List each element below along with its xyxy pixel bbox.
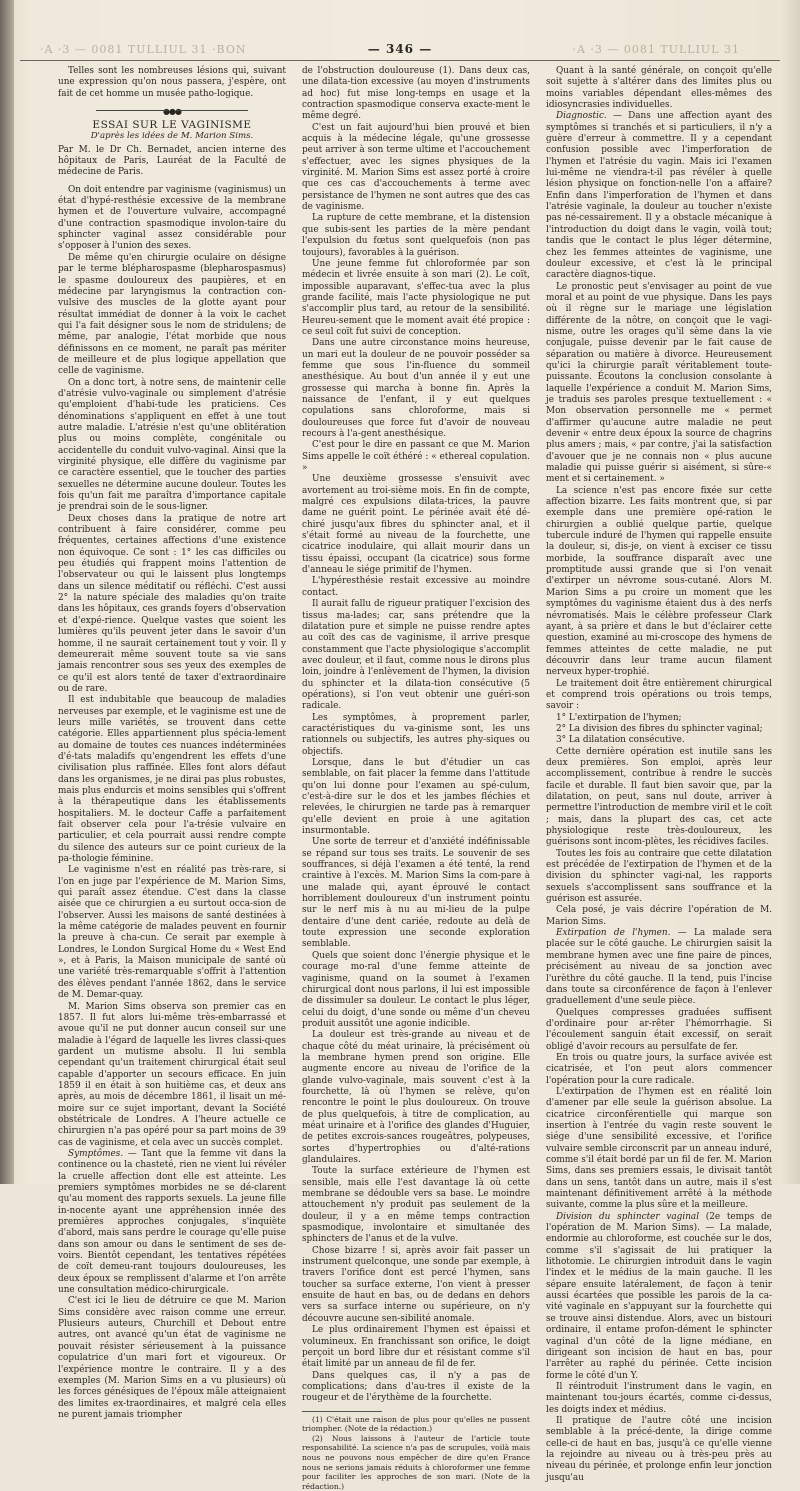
- paragraph: De même qu'en chirurgie oculaire on désigne par le terme blépharospasme (blepharospasmus) le spasme douloureux des paupières, et en médecine par laryngismus la contraction con-vulsive des muscles de la glotte ayant pour résultat immédiat de donner à la voix le cachet qui l'a fait désigner sous le nom de stridulens; de même, par analogie, l'état morbide que nous définissons en ce moment, ne paraît pas mériter de meilleure et de plus logique appellation que celle de vaginisme.: [58, 252, 286, 377]
- paragraph: Dans quelques cas, il n'y a pas de complications; dans d'au-tres il existe de la rougeur et de l'érythème de la fourchette.: [302, 1370, 530, 1404]
- symptomes-text: — Tant que la femme vit dans la continence ou la chasteté, rien ne vient lui révéler la cruelle affection dont elle est atteinte. Les premiers symptômes morbides ne se dé-clarent qu'au moment des rapports sexuels. La jeune fille in-nocente ayant une appréhension innée des premières approches conjugales, s'inquiète d'abord, mais sans perdre le courage qu'elle puise dans son amour ou dans le sentiment de ses de-voirs. Bientôt cependant, les tentatives répétées de coït demeu-rant toujours douloureuses, les deux époux se remplissent d'alarme et l'on arrête une consultation médico-chirurgicale.: [58, 1148, 286, 1296]
- division-label: Division du sphincter vaginal: [556, 1211, 700, 1222]
- column-2: [302, 66, 530, 1491]
- list-item: 1° L'extirpation de l'hymen;: [556, 712, 682, 723]
- article-title: ESSAI SUR LE VAGINISME: [92, 119, 252, 132]
- footnote-2: (2) Nous laissons à l'auteur de l'article toute responsabilité. La science n'a pas de scrupules, voilà mais nous ne pouvons nous empêcher de dire qu'en France nous ne serions jamais réduits à chloroformer une femme pour faciliter les approches de son mari. (Note de la rédaction.): [302, 1433, 530, 1491]
- paragraph: C'est un fait aujourd'hui bien prouvé et bien acquis à la médecine légale, qu'une grossesse peut arriver à son terme ultime et l'accouchement s'effectuer, avec les signes physiques de la virginité. M. Marion Sims est assez porté à croire que ces cas d'accouchements à terme avec persistance de l'hymen ne sont autres que des cas de vaginisme.: [302, 122, 530, 213]
- division-text: (2e temps de l'opération de M. Marion Sims). — La malade, endormie au chloroforme, est couchée sur le dos, comme s'il s'agissait de lui pratiquer la lithotomie. Le chirurgien introduit dans le vagin l'index et le médius de la main gauche. Il les sépare ensuite latéralement, de façon à tenir aussi écartées que possible les parois de la ca-vité vaginale en s'appuyant sur la fourchette qui se trouve ainsi distendue. Alors, avec un bistouri ordinaire, il entame profon-dément le sphincter vaginal d'un côté de la ligne médiane, en dirigeant son incision de haut en bas, pour l'arrêter au raphé du périnée. Cette incision forme le côté d'un Y.: [546, 1211, 772, 1381]
- extirpation-paragraph: [546, 928, 772, 1007]
- paragraph: Une deuxième grossesse s'ensuivit avec avortement au troi-sième mois. En fin de compte, malgré ces expulsions dilata-trices, la pauvre dame ne guérit point. Le périnée avait été dé-chiré jusqu'aux fibres du sphincter anal, et il s'était formé au niveau de la fourchette, une cicatrice inodulaire, qui allait mourir dans un tissu épaissi, occupant (la cicatrice) sous forme d'anneau le siége primitif de l'hymen.: [302, 474, 530, 576]
- symptomes-label: Symptômes.: [68, 1148, 124, 1159]
- paragraph: Il est indubitable que beaucoup de maladies nerveuses par exemple, et le vaginisme est une de leurs mille variétés, se trouvent dans cette catégorie. Elles appartiennent plus spécia-lement au domaine de toutes ces nuances indéterminées d'é-tats maladifs qu'engendrent les effets d'une civilisation plus raffinée. Elles font alors défaut dans les organismes, je ne dirai pas plus robustes, mais plus endurcis et moins sensibles qui s'offrent à la thérapeutique dans les établissements hospitaliers. M. le docteur Caffe a parfaitement fait observer cela pour l'a-trésie vulvaire en particulier, et cela pourrait aussi rendre compte du silence des auteurs sur ce point curieux de la pa-thologie féminine.: [58, 695, 286, 865]
- paragraph: Une sorte de terreur et d'anxiété indéfinissable se répand sur tous ses traits. Le souvenir de ses souffrances, si déjà l'examen a été tenté, la rend craintive à l'excès. M. Marion Sims la com-pare à une malade qui, ayant éprouvé le contact horriblement douloureux d'un instrument pointu sur le nerf mis à nu au mi-lieu de la pulpe dentaire d'une dent cariée, redoute au delà de toute expression une seconde exploration semblable.: [302, 837, 530, 950]
- paragraph: Quelques compresses graduées suffisent d'ordinaire pour ar-rêter l'hémorrhagie. Si l'écoulement sanguin était excessif, on serait obligé d'avoir recours au persulfate de fer.: [546, 1007, 772, 1052]
- paragraph: Lorsque, dans le but d'étudier un cas semblable, on fait placer la femme dans l'attitude qu'on lui donne pour l'examen au spé-culum, c'est-à-dire sur le dos et les jambes fléchies et relevées, le chirurgien ne tarde pas à remarquer qu'elle devient en proie à une agitation insurmontable.: [302, 757, 530, 837]
- paragraph: Toute la surface extérieure de l'hymen est sensible, mais elle l'est davantage là où cette membrane se dédouble vers sa base. Le moindre attouchement n'y produit pas seulement de la douleur, il y a en même temps contraction spasmodique, involontaire et simultanée des sphincters de l'anus et de la vulve.: [302, 1166, 530, 1245]
- bleed-through-text-left: ·A ·3 — 0081 TULLIUL 31 ·BON: [40, 43, 247, 56]
- paragraph: M. Marion Sims observa son premier cas en 1857. Il fut alors lui-même très-embarrassé et avoue qu'il ne put donner aucun conseil sur une maladie à l'égard de laquelle les livres classi-ques gardent un mutisme absolu. Il lui sembla cependant qu'un traitement chirurgical était seul capable d'apporter un secours efficace. En juin 1859 il en était à son huitième cas, et deux ans après, au mois de décembre 1861, il lisait un mé-moire sur ce sujet important, devant la Société obstétricale de Londres. A l'heure actuelle ce chirurgien n'a pas opéré pour sa part moins de 39 cas de vaginisme, et cela avec un succès complet.: [58, 1001, 286, 1148]
- paragraph: Quels que soient donc l'énergie physique et le courage mo-ral d'une femme atteinte de vaginisme, quand on la soumet à l'examen chirurgical dont nous parlons, il lui est impossible de dissimuler sa douleur. Le contact le plus léger, celui du doigt, d'une sonde ou même d'un cheveu produit aussitôt une agonie indicible.: [302, 950, 530, 1029]
- list-item: 2° La division des fibres du sphincter vaginal;: [556, 723, 763, 734]
- paragraph: Deux choses dans la pratique de notre art contribuent à faire considérer, comme peu fréquentes, certaines affections d'une existence non équivoque. Ce sont : 1° les cas difficiles ou peu étudiés qui frappent moins l'attention de l'observateur ou qui le laissent plus longtemps dans un silence méditatif ou réfléchi. C'est aussi 2° la nature spéciale des maladies qu'on traite dans les hôpitaux, ces grands foyers d'observation et d'expé-rience. Quelque vastes que soient les lumières qu'ils peuvent jeter dans le savoir d'un homme, il ne saurait certainement tout y voir. Il y demeurerait même souvent toute sa vie sans jamais rencontrer sous ses yeux des exemples de ce qu'il est alors tenté de taxer d'extraordinaire ou de rare.: [58, 513, 286, 694]
- footnote-1: (1) C'était une raison de plus pour qu'elles ne pussent triompher. (Note de la rédaction.): [302, 1414, 530, 1434]
- extirpation-text: — La malade sera placée sur le côté gauche. Le chirurgien saisit la membrane hymen avec une fine paire de pinces, précisément au niveau de sa jonction avec l'urèthre du côté gauche. Il la tend, puis l'incise dans toute sa circonférence de façon à l'enlever graduellement d'une seule pièce.: [546, 928, 772, 1007]
- paragraph: Il aurait fallu de rigueur pratiquer l'excision des tissus ma-lades; car, sans prétendre que la dilatation pure et simple ne puisse rendre aptes au coït des cas de vaginisme, il arrive presque constamment que l'acte physiologique s'accomplit avec douleur, et il faut, comme nous le dirons plus loin, joindre à l'enlèvement de l'hymen, la division du sphincter et la dilata-tion consécutive (5 opérations), si l'on veut obtenir une guéri-son radicale.: [302, 599, 530, 712]
- list-item: 3° La dilatation consécutive.: [556, 735, 685, 746]
- page-number: — 346 —: [367, 42, 433, 56]
- paragraph: Cela posé, je vais décrire l'opération de M. Marion Sims.: [546, 905, 772, 927]
- paragraph: On a donc tort, à notre sens, de maintenir celle d'atrésie vulvo-vaginale ou simplement d'atrésie qu'emploient d'habi-tude les praticiens. Ces dénominations s'appliquent en effet à une tout autre maladie. L'atrésie n'est qu'une oblitération plus ou moins complète, congénitale ou accidentelle du conduit vulvo-vaginal. Ainsi que la virginité physique, elle diffère du vaginisme par ce caractère essentiel, que le toucher des parties sexuelles ne détermine aucune douleur. Toutes les fois qu'un fait me paraîtra d'importance capitale je prendrai soin de le sous-ligner.: [58, 377, 286, 513]
- symptomes-paragraph: [58, 1149, 286, 1296]
- page-header: [20, 40, 780, 61]
- diagnostic-label: Diagnostic.: [556, 111, 607, 122]
- footnote-rule: [302, 1411, 382, 1412]
- paragraph: La douleur est très-grande au niveau et de chaque côté du méat urinaire, là précisément où la membrane hymen prend son origine. Elle augmente encore au niveau de l'orifice de la glande vulvo-vaginale, mais souvent c'est à la fourchette, là où l'hymen se relève, qu'on rencontre le point le plus douloureux. On trouve de plus quelquefois, à titre de complication, au méat urinaire et à l'orifice des glandes d'Huguier, de petites excrois-sances rougeâtres, polypeuses, sortes d'hypertrophies ou d'alté-rations glandulaires.: [302, 1030, 530, 1165]
- paragraph: Il réintroduit l'instrument dans le vagin, en maintenant tou-jours écartés, comme ci-dessus, les doigts index et médius.: [546, 1381, 772, 1415]
- article-author: Par M. le Dr Ch. Bernadet, ancien interne des hôpitaux de Paris, Lauréat de la Faculté de médecine de Paris.: [58, 144, 286, 178]
- paragraph: La science n'est pas encore fixée sur cette affection bizarre. Les faits montrent que, si par exemple dans une première opé-ration le chirurgien a oublié quelque partie, quelque tubercule induré de l'hymen qui rappelle ensuite la douleur, si, dis-je, on vient à exciser ce tissu morbide, la souffrance disparaît avec une promptitude aussi grande que si l'on venait d'extirper un névrome sous-cutané. Alors M. Marion Sims a pu croire un moment que les symptômes du vaginisme étaient dus à des nerfs névromatisés. Mais le célèbre professeur Clark ayant, à sa prière et dans le but d'éclairer cette question, examiné au mi-croscope des hymens de femmes atteintes de cette maladie, ne put découvrir dans leur trame aucun filament nerveux hyper-trophié.: [546, 485, 772, 678]
- paragraph: Une jeune femme fut chloroformée par son médecin et livrée ensuite à son mari (2). Le coït, impossible auparavant, s'effec-tua avec la plus grande facilité, mais l'acte physiologique ne put s'accomplir plus tard, au retour de la sensibilité. Heureu-sement que le moment avait été propice : ce seul coït fut suivi de conception.: [302, 258, 530, 337]
- diagnostic-text: — Dans une affection ayant des symptômes si tranchés et si particuliers, il n'y a guère d'erreur à commettre. Il y a cependant confusion possible avec l'imperforation de l'hymen et l'atrésie du vagin. Mais ici l'examen lui-même ne viendra-t-il pas révéler à quelle lésion physique on fonction-nelle l'on a affaire? Enfin dans l'imperforation de l'hymen et dans l'atrésie vaginale, la douleur au toucher n'existe pas né-cessairement. Il y a obstacle mécanique à l'introduction du doigt dans le vagin, voilà tout; tandis que le contact le plus léger détermine, chez les femmes atteintes de vaginisme, une douleur excessive, et c'est là le principal caractère diagnos-tique.: [546, 111, 772, 281]
- paragraph: Quant à la santé générale, on conçoit qu'elle soit sujette à s'altérer dans des limites plus ou moins variables dépendant elles-mêmes des idiosyncrasies individuelles.: [546, 66, 772, 111]
- division-paragraph: [546, 1212, 772, 1382]
- paragraph: L'hypéresthésie restait excessive au moindre contact.: [302, 576, 530, 598]
- paragraph: La rupture de cette membrane, et la distension que subis-sent les parties de la mère pendant l'expulsion du fœtus sont quelquefois (non pas toujours), favorables à la guérison.: [302, 213, 530, 258]
- paragraph: Les symptômes, à proprement parler, caractéristiques du va-ginisme sont, les uns rationnels ou subjectifs, les autres phy-siques ou objectifs.: [302, 712, 530, 757]
- section-ornament: ●●●: [58, 106, 286, 114]
- article-subtitle: D'après les idées de M. Marion Sims.: [90, 131, 254, 142]
- paragraph: On doit entendre par vaginisme (vaginismus) un état d'hypé-resthésie excessive de la membrane hymen et de l'ouverture vulvaire, accompagné d'une contraction spasmodique involon-taire du sphincter vaginal assez considérable pour s'opposer à l'union des sexes.: [58, 184, 286, 252]
- paragraph: Le plus ordinairement l'hymen est épaissi et volumineux. En franchissant son orifice, le doigt perçoit un bord libre dur et résistant comme s'il était limité par un anneau de fil de fer.: [302, 1325, 530, 1370]
- bleed-through-text-right: ·A ·3 — 0081 TULLIUL 31: [572, 43, 740, 56]
- paragraph: Il pratique de l'autre côté une incision semblable à la précé-dente, la dirige comme celle-ci de haut en bas, jusqu'à ce qu'elle vienne la rejoindre au niveau ou à très-peu près au niveau du périnée, et prolonge enfin leur jonction jusqu'au: [546, 1415, 772, 1483]
- paragraph: Dans une autre circonstance moins heureuse, un mari eut la douleur de ne pouvoir posséder sa femme que sous l'in-fluence du sommeil anesthésique. Au bout d'un année il y eut une grossesse qui marcha à bonne fin. Après la naissance de l'enfant, il y eut quelques copulations sans chloroforme, mais si douloureuses que force fut d'avoir de nouveau recours à l'a-gent anesthésique.: [302, 338, 530, 439]
- column-1: [58, 66, 286, 1420]
- paragraph: C'est ici le lieu de détruire ce que M. Marion Sims considère avec raison comme une erreur. Plusieurs auteurs, Churchill et Debout entre autres, ont avancé qu'un état de vaginisme ne pouvait résister sérieusement à la puissance copulatrice d'un mari fort et vigoureux. Or l'expérience montre le contraire. Il y a des exemples (M. Marion Sims en a vu plusieurs) où les forces génésiques de l'époux mâle atteignaient des limites ex-traordinaires, et malgré cela elles ne purent jamais triompher: [58, 1296, 286, 1420]
- paragraph: Le vaginisme n'est en réalité pas très-rare, si l'on en juge par l'expérience de M. Marion Sims, qui paraît assez étendue. C'est dans la classe aisée que ce chirurgien a eu surtout occa-sion de l'observer. Aussi les maisons de santé destinées à la même catégorie de malades peuvent en fournir la preuve à cha-cun. Ce serait par exemple à Londres, le London Surgical Home du « West End », et à Paris, la Maison municipale de santé où une variété très-remarquable s'offrit à l'attention des élèves pendant l'année 1862, dans le service de M. Demar-quay.: [58, 865, 286, 1001]
- paragraph: C'est pour le dire en passant ce que M. Marion Sims appelle le coït éthéré : « ethereal copulation. »: [302, 440, 530, 474]
- paragraph: Cette dernière opération est inutile sans les deux premières. Son emploi, après leur accomplissement, contribue à rendre le succès facile et durable. Il faut bien savoir que, par la dilatation, on peut, sans nul doute, arriver à permettre l'introduction de membre viril et le coït ; mais, dans la plupart des cas, cet acte physiologique reste très-douloureux, les guérisons sont incom-plètes, les récidives faciles.: [546, 746, 772, 848]
- extirpation-label: Extirpation de l'hymen.: [556, 928, 671, 939]
- diagnostic-paragraph: [546, 111, 772, 281]
- paragraph: de l'obstruction douloureuse (1). Dans deux cas, une dilata-tion excessive (au moyen d'instruments ad hoc) fut mise long-temps en usage et la contraction spasmodique conserva exacte-ment le même degré.: [302, 66, 530, 122]
- binding-edge: [0, 0, 14, 1184]
- paragraph: Toutes les fois au contraire que cette dilatation est précédée de l'extirpation de l'hymen et de la division du sphincter vagi-nal, les rapports sexuels s'accomplissent sans souffrance et la guérison est assurée.: [546, 848, 772, 905]
- paragraph: L'extirpation de l'hymen est en réalité loin d'amener par elle seule la guérison absolue. La cicatrice circonférentielle qui marque son insertion à l'entrée du vagin reste souvent le siége d'une sensibilité excessive, et l'orifice vulvaire semble circonscrit par un anneau induré, comme s'il était bordé par un fil de fer. M. Marion Sims, dans ses premiers essais, le divisait tantôt dans un sens, tantôt dans un autre, mais il s'est maintenant définitivement arrêté à la méthode suivante, comme la plus sûre et la meilleure.: [546, 1086, 772, 1211]
- paragraph: Chose bizarre ! si, après avoir fait passer un instrument quelconque, une sonde par exemple, à travers l'orifice dont est percé l'hymen, sans toucher sa surface externe, l'on vient à presser ensuite de haut en bas, ou de dedans en dehors vers sa surface interne ou supérieure, on n'y découvre aucune sen-sibilité anomale.: [302, 1245, 530, 1324]
- paragraph: En trois ou quatre jours, la surface avivée est cicatrisée, et l'on peut alors commencer l'opération pour la cure radicale.: [546, 1052, 772, 1086]
- intro-paragraph: Telles sont les nombreuses lésions qui, suivant une expression qu'on nous passera, j'espère, ont fait de cet homme un musée patho-logique.: [58, 66, 286, 99]
- paragraph: Le traitement doit être entièrement chirurgical et comprend trois opérations ou trois temps, savoir :: [546, 678, 772, 712]
- paragraph: Le pronostic peut s'envisager au point de vue moral et au point de vue physique. Dans les pays où il règne sur le mariage une législation différente de la nôtre, on conçoit que le vagi-nisme, outre les orages qu'il sème dans la vie conjugale, puisse devenir par le fait cause de séparation ou matière à divorce. Heureusement qu'ici la chirurgie paraît véritablement toute-puissante. Écoutons la conclusion consolante à laquelle l'expérience a conduit M. Marion Sims, je traduis ses paroles presque textuellement : « Mon observation personnelle me « permet d'affirmer qu'aucune autre maladie ne peut devenir « entre deux époux la source de chagrins plus amers ; mais, « par contre, j'ai la satisfaction d'avouer que je ne connais non « plus aucune maladie qui puisse guérir si aisément, si sûre-« ment et si certainement. »: [546, 281, 772, 485]
- column-3: [546, 66, 772, 1483]
